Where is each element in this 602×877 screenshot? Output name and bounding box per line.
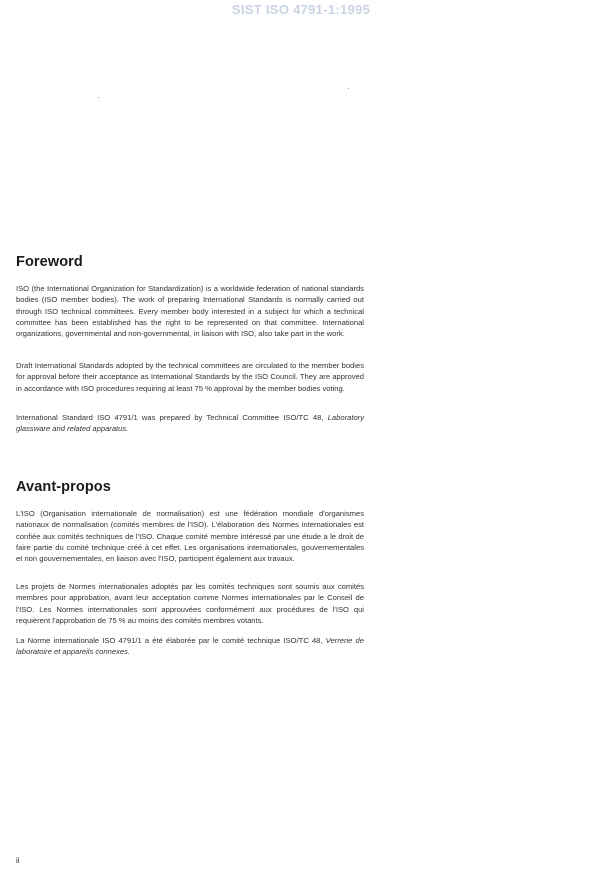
foreword-paragraph-2: Draft International Standards adopted by the technical committees are circulated to the member bodies for approval before their acceptance as International Standards by the ISO Council. They are approved in accordance with ISO procedures requiring at least 75 % approval by the member bodies voting. (16, 361, 364, 393)
scan-speck (348, 88, 349, 89)
foreword-paragraph-3 (16, 412, 364, 435)
foreword-heading: Foreword (16, 254, 83, 270)
avant-propos-heading: Avant-propos (16, 479, 111, 495)
avant-propos-committee-title: Verrerie de laboratoire et appareils connexes. (16, 636, 364, 657)
avant-propos-paragraph-1: L'ISO (Organisation internationale de normalisation) est une fédération mondiale d'organismes nationaux de normalisation (comités membres de l'ISO). L'élaboration des Normes internationales est confiée aux comités techniques de l'ISO. Chaque comité membre intéressé par une étude a le droit de faire partie du comité technique créé à cet effet. Les organisations internationales, gouvernementales et non gouvernementales, en liaison avec l'ISO, participent également aux travaux. (16, 509, 364, 564)
avant-propos-paragraph-3 (16, 635, 364, 658)
avant-propos-paragraph-2: Les projets de Normes internationales adoptés par les comités techniques sont soumis aux comités membres pour approbation, avant leur acceptation comme Normes internationales par le Conseil de l'ISO. Les Normes internationales sont approuvées conformément aux procédures de l'ISO qui requièrent l'approbation de 75 % au moins des comités membres votants. (16, 582, 364, 625)
scan-speck (98, 97, 99, 98)
watermark: SIST ISO 4791-1:1995 (231, 2, 371, 17)
foreword-paragraph-1: ISO (the International Organization for Standardization) is a worldwide federation of national standards bodies (ISO member bodies). The work of preparing International Standards is normally carried out through ISO technical committees. Every member body interested in a subject for which a technical committee has been established has the right to be represented on that committee. International organizations, governmental and non-governmental, in liaison with ISO, also take part in the work. (16, 284, 364, 339)
foreword-committee-title: Laboratory glassware and related apparatus. (16, 413, 364, 434)
foreword-paragraph-3-text: International Standard ISO 4791/1 was prepared by Technical Committee ISO/TC 48, (16, 413, 328, 422)
avant-propos-paragraph-3-text: La Norme internationale ISO 4791/1 a été élaborée par le comité technique ISO/TC 48, (16, 636, 326, 645)
page-number: ii (16, 856, 20, 865)
